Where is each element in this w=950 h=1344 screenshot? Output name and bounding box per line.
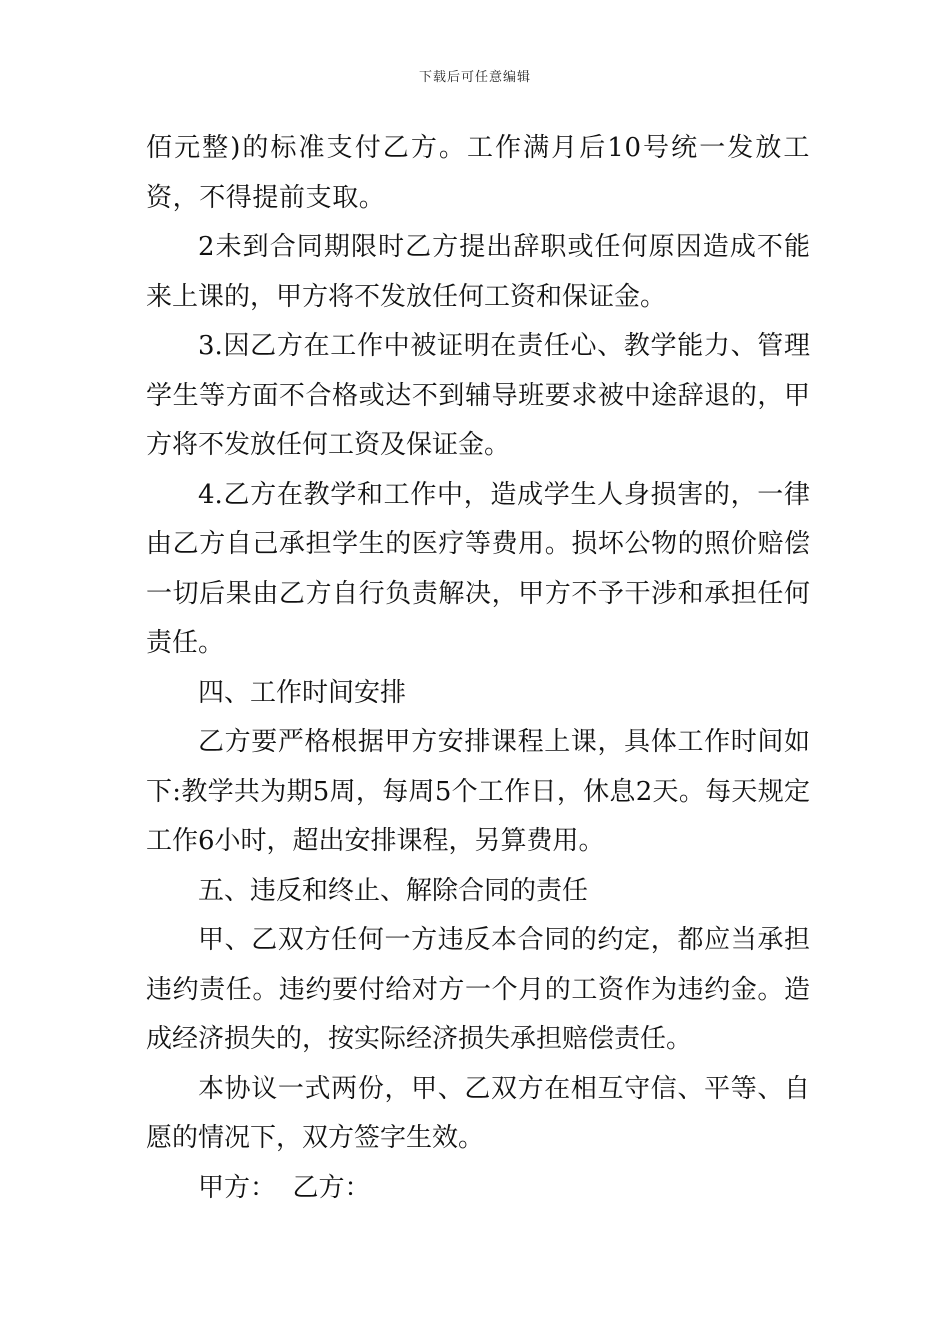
document-body (146, 124, 810, 1213)
page-header: 下载后可任意编辑 (418, 70, 531, 85)
paragraph-breach: 甲、乙双方任何一方违反本合同的约定，都应当承担违约责任。违约要付给对方一个月的工资作为违约金。造成经济损失的，按实际经济损失承担赔偿责任。 (146, 925, 810, 1054)
section-heading-breach: 五、违反和终止、解除合同的责任 (198, 875, 589, 906)
signature-line: 甲方： 乙方： (198, 1172, 371, 1203)
paragraph-clause-4: 4.乙方在教学和工作中，造成学生人身损害的，一律由乙方自己承担学生的医疗等费用。损坏公物的照价赔偿一切后果由乙方自行负责解决，甲方不予干涉和承担任何责任。 (146, 479, 810, 658)
paragraph-agreement-copies: 本协议一式两份，甲、乙双方在相互守信、平等、自愿的情况下，双方签字生效。 (146, 1073, 810, 1153)
paragraph-work-schedule: 乙方要严格根据甲方安排课程上课，具体工作时间如下:教学共为期5周，每周5个工作日，休息2天。每天规定工作6小时，超出安排课程，另算费用。 (146, 727, 810, 856)
section-heading-work-schedule: 四、工作时间安排 (198, 677, 407, 708)
paragraph-clause-3: 3.因乙方在工作中被证明在责任心、教学能力、管理学生等方面不合格或达不到辅导班要求被中途辞退的，甲方将不发放任何工资及保证金。 (146, 331, 810, 460)
paragraph-payment-terms: 佰元整)的标准支付乙方。工作满月后10号统一发放工资，不得提前支取。 (146, 133, 810, 213)
paragraph-clause-2: 2未到合同期限时乙方提出辞职或任何原因造成不能来上课的，甲方将不发放任何工资和保证金。 (146, 232, 810, 312)
